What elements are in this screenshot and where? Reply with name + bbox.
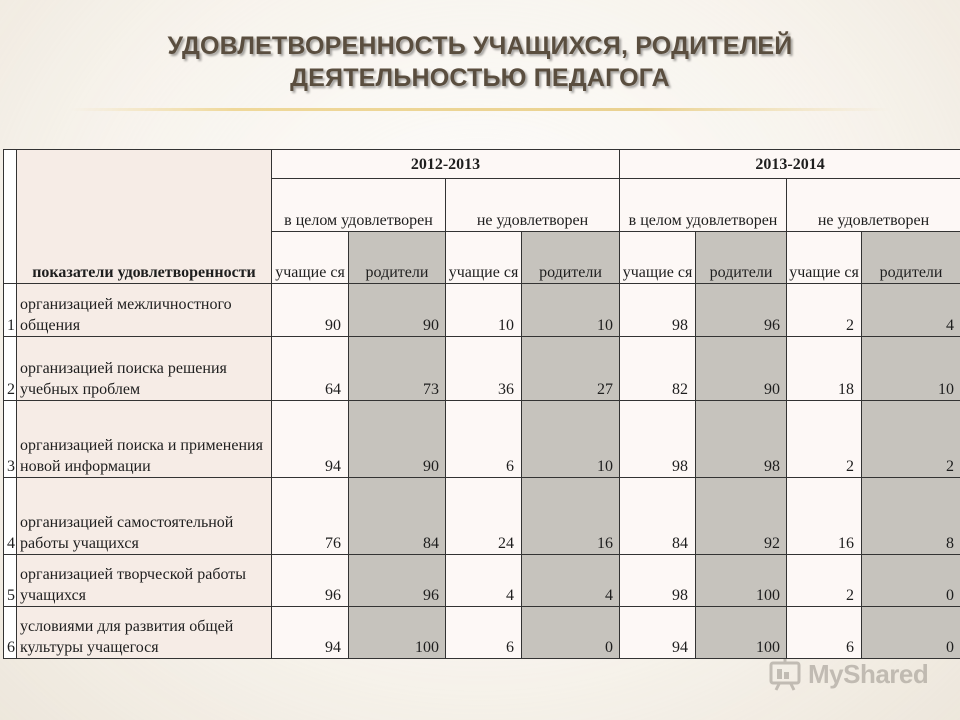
satisfaction-table [3, 149, 960, 659]
indicator-name: организацией самостоятельной работы учащихся [17, 478, 272, 555]
parents-value: 0 [522, 607, 620, 659]
parents-value: 96 [696, 284, 787, 337]
students-value: 16 [787, 478, 862, 555]
row-index: 3 [4, 401, 17, 478]
students-value: 84 [620, 478, 696, 555]
students-value: 2 [787, 555, 862, 607]
students-value: 98 [620, 555, 696, 607]
year-header-2012: 2012-2013 [272, 150, 620, 179]
students-value: 94 [620, 607, 696, 659]
slide-title [0, 30, 960, 94]
parents-value: 8 [862, 478, 960, 555]
table-row [4, 555, 960, 607]
row-index: 2 [4, 337, 17, 401]
parents-value: 4 [862, 284, 960, 337]
indicator-name: условиями для развития общей культуры учащегося [17, 607, 272, 659]
header-index-cell [4, 150, 17, 284]
parents-value: 4 [522, 555, 620, 607]
students-value: 98 [620, 284, 696, 337]
students-value: 6 [446, 401, 522, 478]
indicator-name: организацией межличностного общения [17, 284, 272, 337]
students-value: 90 [272, 284, 349, 337]
parents-value: 0 [862, 555, 960, 607]
students-value: 98 [620, 401, 696, 478]
row-index: 6 [4, 607, 17, 659]
students-value: 2 [787, 284, 862, 337]
parents-value: 96 [349, 555, 446, 607]
students-value: 94 [272, 607, 349, 659]
parents-header: родители [349, 232, 446, 284]
parents-value: 100 [696, 607, 787, 659]
unsatisfied-header-2012: не удовлетворен [446, 179, 620, 232]
unsatisfied-header-2013: не удовлетворен [787, 179, 960, 232]
students-value: 10 [446, 284, 522, 337]
parents-value: 10 [862, 337, 960, 401]
students-value: 6 [787, 607, 862, 659]
indicator-header: показатели удовлетворенности [17, 150, 272, 284]
students-value: 4 [446, 555, 522, 607]
students-value: 36 [446, 337, 522, 401]
table-row [4, 337, 960, 401]
parents-value: 92 [696, 478, 787, 555]
table-row [4, 401, 960, 478]
students-value: 76 [272, 478, 349, 555]
students-header: учащие ся [272, 232, 349, 284]
indicator-name: организацией поиска и применения новой информации [17, 401, 272, 478]
satisfied-header-2012: в целом удовлетворен [272, 179, 446, 232]
parents-value: 90 [696, 337, 787, 401]
presentation-icon [768, 657, 802, 691]
parents-value: 84 [349, 478, 446, 555]
students-value: 24 [446, 478, 522, 555]
students-value: 6 [446, 607, 522, 659]
parents-value: 10 [522, 284, 620, 337]
parents-value: 10 [522, 401, 620, 478]
title-underline [70, 108, 890, 111]
parents-header: родители [862, 232, 960, 284]
table-row [4, 478, 960, 555]
title-line-1: УДОВЛЕТВОРЕННОСТЬ УЧАЩИХСЯ, РОДИТЕЛЕЙ [167, 32, 793, 60]
indicator-name: организацией творческой работы учащихся [17, 555, 272, 607]
header-row-years [4, 150, 960, 179]
watermark-logo [768, 654, 928, 694]
table-row [4, 284, 960, 337]
parents-value: 90 [349, 401, 446, 478]
parents-value: 0 [862, 607, 960, 659]
title-line-2: ДЕЯТЕЛЬНОСТЬЮ ПЕДАГОГА [290, 64, 670, 92]
row-index: 5 [4, 555, 17, 607]
watermark-text: MyShared [808, 658, 929, 689]
parents-value: 98 [696, 401, 787, 478]
students-value: 96 [272, 555, 349, 607]
parents-value: 2 [862, 401, 960, 478]
parents-value: 100 [696, 555, 787, 607]
parents-value: 100 [349, 607, 446, 659]
parents-value: 90 [349, 284, 446, 337]
students-header: учащие ся [787, 232, 862, 284]
students-value: 64 [272, 337, 349, 401]
table-row [4, 607, 960, 659]
parents-value: 16 [522, 478, 620, 555]
parents-header: родители [522, 232, 620, 284]
students-header: учащие ся [446, 232, 522, 284]
satisfied-header-2013: в целом удовлетворен [620, 179, 787, 232]
table-body [4, 284, 960, 659]
parents-header: родители [696, 232, 787, 284]
students-header: учащие ся [620, 232, 696, 284]
students-value: 82 [620, 337, 696, 401]
row-index: 1 [4, 284, 17, 337]
parents-value: 73 [349, 337, 446, 401]
students-value: 2 [787, 401, 862, 478]
year-header-2013: 2013-2014 [620, 150, 960, 179]
students-value: 94 [272, 401, 349, 478]
parents-value: 27 [522, 337, 620, 401]
indicator-name: организацией поиска решения учебных проблем [17, 337, 272, 401]
row-index: 4 [4, 478, 17, 555]
students-value: 18 [787, 337, 862, 401]
